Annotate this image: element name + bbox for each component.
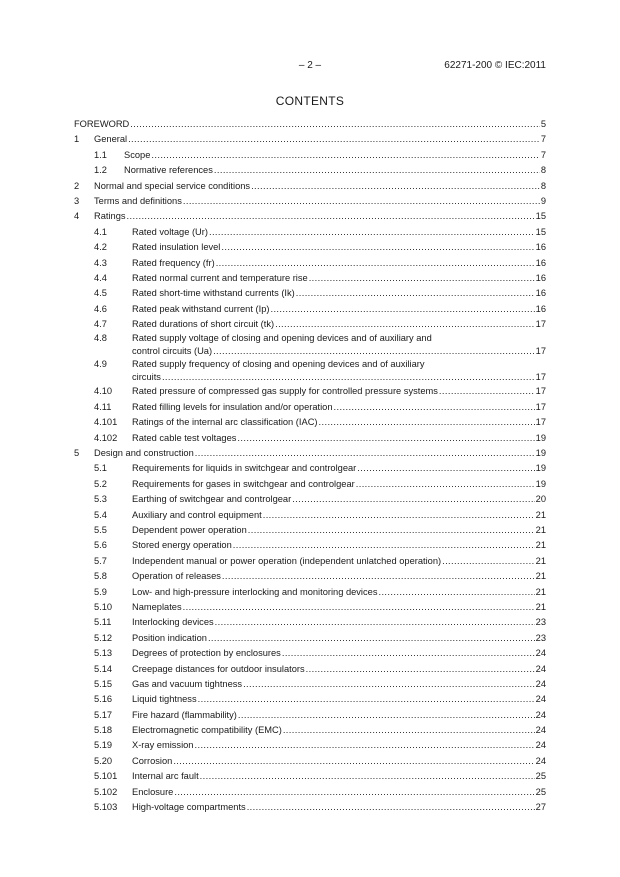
dot-leader: [214, 163, 540, 178]
toc-entry-page: 21: [535, 540, 546, 551]
toc-entry-number: 4.8: [94, 333, 107, 344]
toc-entry-page: 21: [535, 555, 546, 566]
dot-leader: [309, 271, 535, 286]
toc-entry[interactable]: [74, 646, 546, 661]
toc-entry-title: Requirements for liquids in switchgear and controlgear: [132, 463, 357, 474]
toc-entry[interactable]: [74, 554, 546, 569]
toc-entry-number: 5.101: [94, 771, 118, 782]
toc-entry-page: 25: [535, 786, 546, 797]
dot-leader: [209, 225, 535, 240]
toc-entry-page: 7: [540, 134, 546, 145]
dot-leader: [248, 523, 535, 538]
toc-entry-title: Enclosure: [132, 786, 174, 797]
dot-leader: [282, 646, 535, 661]
toc-entry[interactable]: [74, 723, 546, 738]
dot-leader: [243, 677, 535, 692]
toc-entry[interactable]: [74, 384, 546, 399]
toc-entry-page: 21: [535, 509, 546, 520]
toc-entry-title: Rated supply voltage of closing and opening devices and of auxiliary and: [132, 333, 432, 344]
dot-leader: [208, 631, 535, 646]
toc-entry-page: 21: [535, 571, 546, 582]
toc-entry-page: 16: [535, 242, 546, 253]
toc-entry-page: 17: [535, 401, 546, 412]
toc-entry-number: 4: [74, 211, 80, 222]
toc-entry[interactable]: [74, 317, 546, 332]
dot-leader: [334, 400, 535, 415]
toc-entry[interactable]: [74, 148, 546, 163]
toc-entry-number: 3: [74, 195, 80, 206]
dot-leader: [237, 431, 534, 446]
toc-entry-title: Independent manual or power operation (independent unlatched operation): [132, 555, 442, 566]
toc-entry-number: 5.6: [94, 540, 107, 551]
toc-entry-number: 1.1: [94, 149, 107, 160]
dot-leader: [213, 345, 535, 357]
toc-entry-page: 17: [535, 417, 546, 428]
toc-entry-number: 4.1: [94, 226, 107, 237]
toc-entry-page: 20: [535, 494, 546, 505]
dot-leader: [296, 286, 535, 301]
toc-entry-number: 4.9: [94, 359, 107, 370]
toc-entry-title: Rated frequency (fr): [132, 257, 215, 268]
dot-leader: [238, 708, 535, 723]
toc-entry-number: 5.5: [94, 524, 107, 535]
toc-entry-title: Nameplates: [132, 601, 182, 612]
dot-leader: [270, 302, 534, 317]
toc-entry-title: Internal arc fault: [132, 771, 199, 782]
toc-entry-title: Earthing of switchgear and controlgear: [132, 494, 292, 505]
toc-entry-number: 5.13: [94, 648, 113, 659]
toc-entry[interactable]: [74, 600, 546, 615]
dot-leader: [306, 662, 535, 677]
toc-entry-number: 4.102: [94, 432, 118, 443]
toc-entry-title: Operation of releases: [132, 571, 221, 582]
toc-entry-number: 4.5: [94, 288, 107, 299]
toc-entry[interactable]: [74, 461, 546, 476]
toc-entry-number: 5.102: [94, 786, 118, 797]
toc-entry[interactable]: [74, 358, 546, 384]
toc-entry-page: 27: [535, 802, 546, 813]
dot-leader: [378, 585, 534, 600]
toc-entry[interactable]: [74, 271, 546, 286]
toc-entry-page: 21: [535, 524, 546, 535]
toc-entry[interactable]: [74, 585, 546, 600]
toc-entry-title: Auxiliary and control equipment: [132, 509, 262, 520]
toc-entry-number: 5.18: [94, 725, 113, 736]
toc-entry-page: 19: [535, 463, 546, 474]
toc-entry-page: 19: [535, 432, 546, 443]
toc-entry-page: 16: [535, 288, 546, 299]
toc-entry[interactable]: [74, 492, 546, 507]
dot-leader: [356, 477, 535, 492]
toc-entry-page: 17: [535, 319, 546, 330]
toc-entry-number: 5: [74, 448, 80, 459]
toc-entry-page: 21: [535, 586, 546, 597]
dot-leader: [151, 148, 539, 163]
toc-entry[interactable]: [74, 415, 546, 430]
toc-entry-title: Interlocking devices: [132, 617, 214, 628]
toc-entry-number: 4.6: [94, 303, 107, 314]
toc-entry-title: Electromagnetic compatibility (EMC): [132, 725, 282, 736]
toc-entry-title: X-ray emission: [132, 740, 194, 751]
toc-entry[interactable]: [74, 179, 546, 194]
toc-entry-title-continued: circuits: [132, 371, 161, 382]
toc-entry[interactable]: [74, 738, 546, 753]
dot-leader: [130, 117, 540, 132]
toc-entry-number: 5.15: [94, 678, 113, 689]
toc-entry-title: Rated voltage (Ur): [132, 226, 208, 237]
dot-leader: [127, 209, 535, 224]
toc-entry-number: 1.2: [94, 165, 107, 176]
toc-entry[interactable]: [74, 677, 546, 692]
toc-entry-title: Stored energy operation: [132, 540, 232, 551]
toc-entry-number: 5.17: [94, 709, 113, 720]
toc-entry-page: 16: [535, 257, 546, 268]
toc-entry[interactable]: [74, 117, 546, 132]
toc-entry[interactable]: [74, 332, 546, 358]
dot-leader: [439, 384, 535, 399]
toc-entry[interactable]: [74, 240, 546, 255]
toc-entry-number: 5.9: [94, 586, 107, 597]
toc-entry-page: 23: [535, 617, 546, 628]
toc-entry[interactable]: [74, 286, 546, 301]
toc-entry[interactable]: [74, 538, 546, 553]
contents-title: CONTENTS: [275, 94, 345, 108]
dot-leader: [357, 461, 534, 476]
toc-entry-title: Rated cable test voltages: [132, 432, 237, 443]
toc-entry-title: Rated pressure of compressed gas supply for controlled pressure systems: [132, 386, 438, 397]
toc-entry-page: 16: [535, 303, 546, 314]
dot-leader: [263, 508, 535, 523]
toc-entry-title: Liquid tightness: [132, 694, 197, 705]
toc-entry-page: 15: [535, 211, 546, 222]
toc-entry-number: 4.10: [94, 386, 113, 397]
toc-entry-number: 5.8: [94, 571, 107, 582]
toc-entry-title: Gas and vacuum tightness: [132, 678, 243, 689]
toc-entry-number: 5.103: [94, 802, 118, 813]
toc-entry-page: 15: [535, 226, 546, 237]
toc-entry-title-continued: control circuits (Ua): [132, 345, 213, 356]
dot-leader: [128, 132, 540, 147]
dot-leader: [319, 415, 535, 430]
dot-leader: [275, 317, 535, 332]
toc-entry-page: 9: [540, 195, 546, 206]
toc-entry[interactable]: [74, 692, 546, 707]
toc-entry-title: Rated peak withstand current (Ip): [132, 303, 270, 314]
toc-entry-page: 8: [540, 165, 546, 176]
toc-entry-title: Rated supply frequency of closing and opening devices and of auxiliary: [132, 359, 425, 370]
toc-entry-title: Rated filling levels for insulation and/or operation: [132, 401, 333, 412]
toc-entry-title: High-voltage compartments: [132, 802, 246, 813]
toc-entry[interactable]: [74, 302, 546, 317]
toc-entry-page: 24: [535, 694, 546, 705]
toc-entry-number: 5.3: [94, 494, 107, 505]
toc-entry-page: 8: [540, 180, 546, 191]
toc-entry[interactable]: [74, 800, 546, 815]
toc-entry-title: Degrees of protection by enclosures: [132, 648, 281, 659]
toc-entry-title: Ratings: [94, 211, 126, 222]
toc-entry-page: 24: [535, 663, 546, 674]
toc-entry-title: Creepage distances for outdoor insulators: [132, 663, 305, 674]
toc-entry-page: 19: [535, 448, 546, 459]
toc-entry-page: 25: [535, 771, 546, 782]
toc-entry-title: Ratings of the internal arc classification (IAC): [132, 417, 318, 428]
dot-leader: [442, 554, 535, 569]
dot-leader: [292, 492, 534, 507]
toc-entry[interactable]: [74, 163, 546, 178]
toc-entry-title: Normative references: [124, 165, 213, 176]
toc-entry-number: 2: [74, 180, 80, 191]
toc-entry[interactable]: [74, 132, 546, 147]
dot-leader: [247, 800, 535, 815]
toc-entry-page: 7: [540, 149, 546, 160]
toc-entry-number: 5.19: [94, 740, 113, 751]
toc-entry-page: 17: [535, 371, 546, 382]
toc-entry-title: Rated durations of short circuit (tk): [132, 319, 275, 330]
toc-entry-page: 17: [535, 386, 546, 397]
toc-entry[interactable]: [74, 631, 546, 646]
table-of-contents: [74, 117, 546, 815]
dot-leader: [222, 569, 535, 584]
toc-entry[interactable]: [74, 508, 546, 523]
dot-leader: [216, 256, 535, 271]
toc-entry-page: 5: [540, 119, 546, 129]
toc-entry-number: 4.4: [94, 272, 107, 283]
dot-leader: [233, 538, 535, 553]
toc-entry-number: 5.11: [94, 617, 112, 628]
toc-entry[interactable]: [74, 225, 546, 240]
dot-leader: [183, 194, 540, 209]
toc-entry[interactable]: [74, 662, 546, 677]
dot-leader: [283, 723, 535, 738]
toc-entry-title: Scope: [124, 149, 151, 160]
toc-entry-title: Position indication: [132, 632, 207, 643]
toc-entry[interactable]: [74, 523, 546, 538]
toc-entry-title: Dependent power operation: [132, 524, 247, 535]
toc-entry-number: 5.10: [94, 601, 113, 612]
toc-entry[interactable]: [74, 431, 546, 446]
toc-entry[interactable]: [74, 400, 546, 415]
dot-leader: [195, 446, 535, 461]
toc-entry-number: 5.4: [94, 509, 107, 520]
toc-entry[interactable]: [74, 256, 546, 271]
toc-entry-title: Fire hazard (flammability): [132, 709, 237, 720]
toc-entry-number: 4.7: [94, 319, 107, 330]
toc-entry-page: 19: [535, 478, 546, 489]
toc-entry-page: 16: [535, 272, 546, 283]
toc-entry-title: FOREWORD: [74, 119, 130, 129]
toc-entry-number: 4.11: [94, 401, 112, 412]
toc-entry[interactable]: [74, 615, 546, 630]
toc-entry-page: 24: [535, 678, 546, 689]
toc-entry-title: Requirements for gases in switchgear and controlgear: [132, 478, 355, 489]
toc-entry-number: 5.2: [94, 478, 107, 489]
toc-entry[interactable]: [74, 209, 546, 224]
toc-entry-title: Normal and special service conditions: [94, 180, 251, 191]
toc-entry-title: General: [94, 134, 128, 145]
toc-entry[interactable]: [74, 785, 546, 800]
toc-entry-number: 5.7: [94, 555, 107, 566]
dot-leader: [198, 692, 535, 707]
page-header-standard: 62271-200 © IEC:2011: [444, 60, 546, 71]
toc-entry-page: 21: [535, 601, 546, 612]
toc-entry[interactable]: [74, 446, 546, 461]
dot-leader: [215, 615, 535, 630]
dot-leader: [173, 754, 534, 769]
toc-entry-number: 5.16: [94, 694, 113, 705]
toc-entry-number: 4.3: [94, 257, 107, 268]
toc-entry-number: 1: [74, 134, 80, 145]
toc-entry-number: 5.12: [94, 632, 113, 643]
toc-entry-number: 5.1: [94, 463, 107, 474]
toc-entry[interactable]: [74, 194, 546, 209]
toc-entry-number: 5.14: [94, 663, 113, 674]
toc-entry-title: Rated normal current and temperature rise: [132, 272, 308, 283]
toc-entry-page: 24: [535, 709, 546, 720]
page-header-page-number: – 2 –: [298, 60, 322, 71]
dot-leader: [183, 600, 535, 615]
dot-leader: [194, 738, 534, 753]
toc-entry-page: 24: [535, 648, 546, 659]
toc-entry-title: Rated insulation level: [132, 242, 221, 253]
toc-entry[interactable]: [74, 708, 546, 723]
toc-entry-title: Design and construction: [94, 448, 194, 459]
toc-entry-number: 5.20: [94, 755, 113, 766]
dot-leader: [162, 371, 535, 383]
toc-entry-number: 4.2: [94, 242, 107, 253]
toc-entry-page: 23: [535, 632, 546, 643]
toc-entry-title: Low- and high-pressure interlocking and monitoring devices: [132, 586, 378, 597]
toc-entry-page: 24: [535, 755, 546, 766]
toc-entry[interactable]: [74, 769, 546, 784]
toc-entry-title: Terms and definitions: [94, 195, 182, 206]
toc-entry-page: 17: [535, 345, 546, 356]
dot-leader: [251, 179, 540, 194]
toc-entry-page: 24: [535, 725, 546, 736]
dot-leader: [174, 785, 534, 800]
toc-entry-page: 24: [535, 740, 546, 751]
dot-leader: [221, 240, 534, 255]
toc-entry-title: Corrosion: [132, 755, 173, 766]
toc-entry[interactable]: [74, 477, 546, 492]
toc-entry[interactable]: [74, 754, 546, 769]
dot-leader: [200, 769, 535, 784]
toc-entry-number: 4.101: [94, 417, 118, 428]
toc-entry-title: Rated short-time withstand currents (Ik): [132, 288, 295, 299]
toc-entry[interactable]: [74, 569, 546, 584]
